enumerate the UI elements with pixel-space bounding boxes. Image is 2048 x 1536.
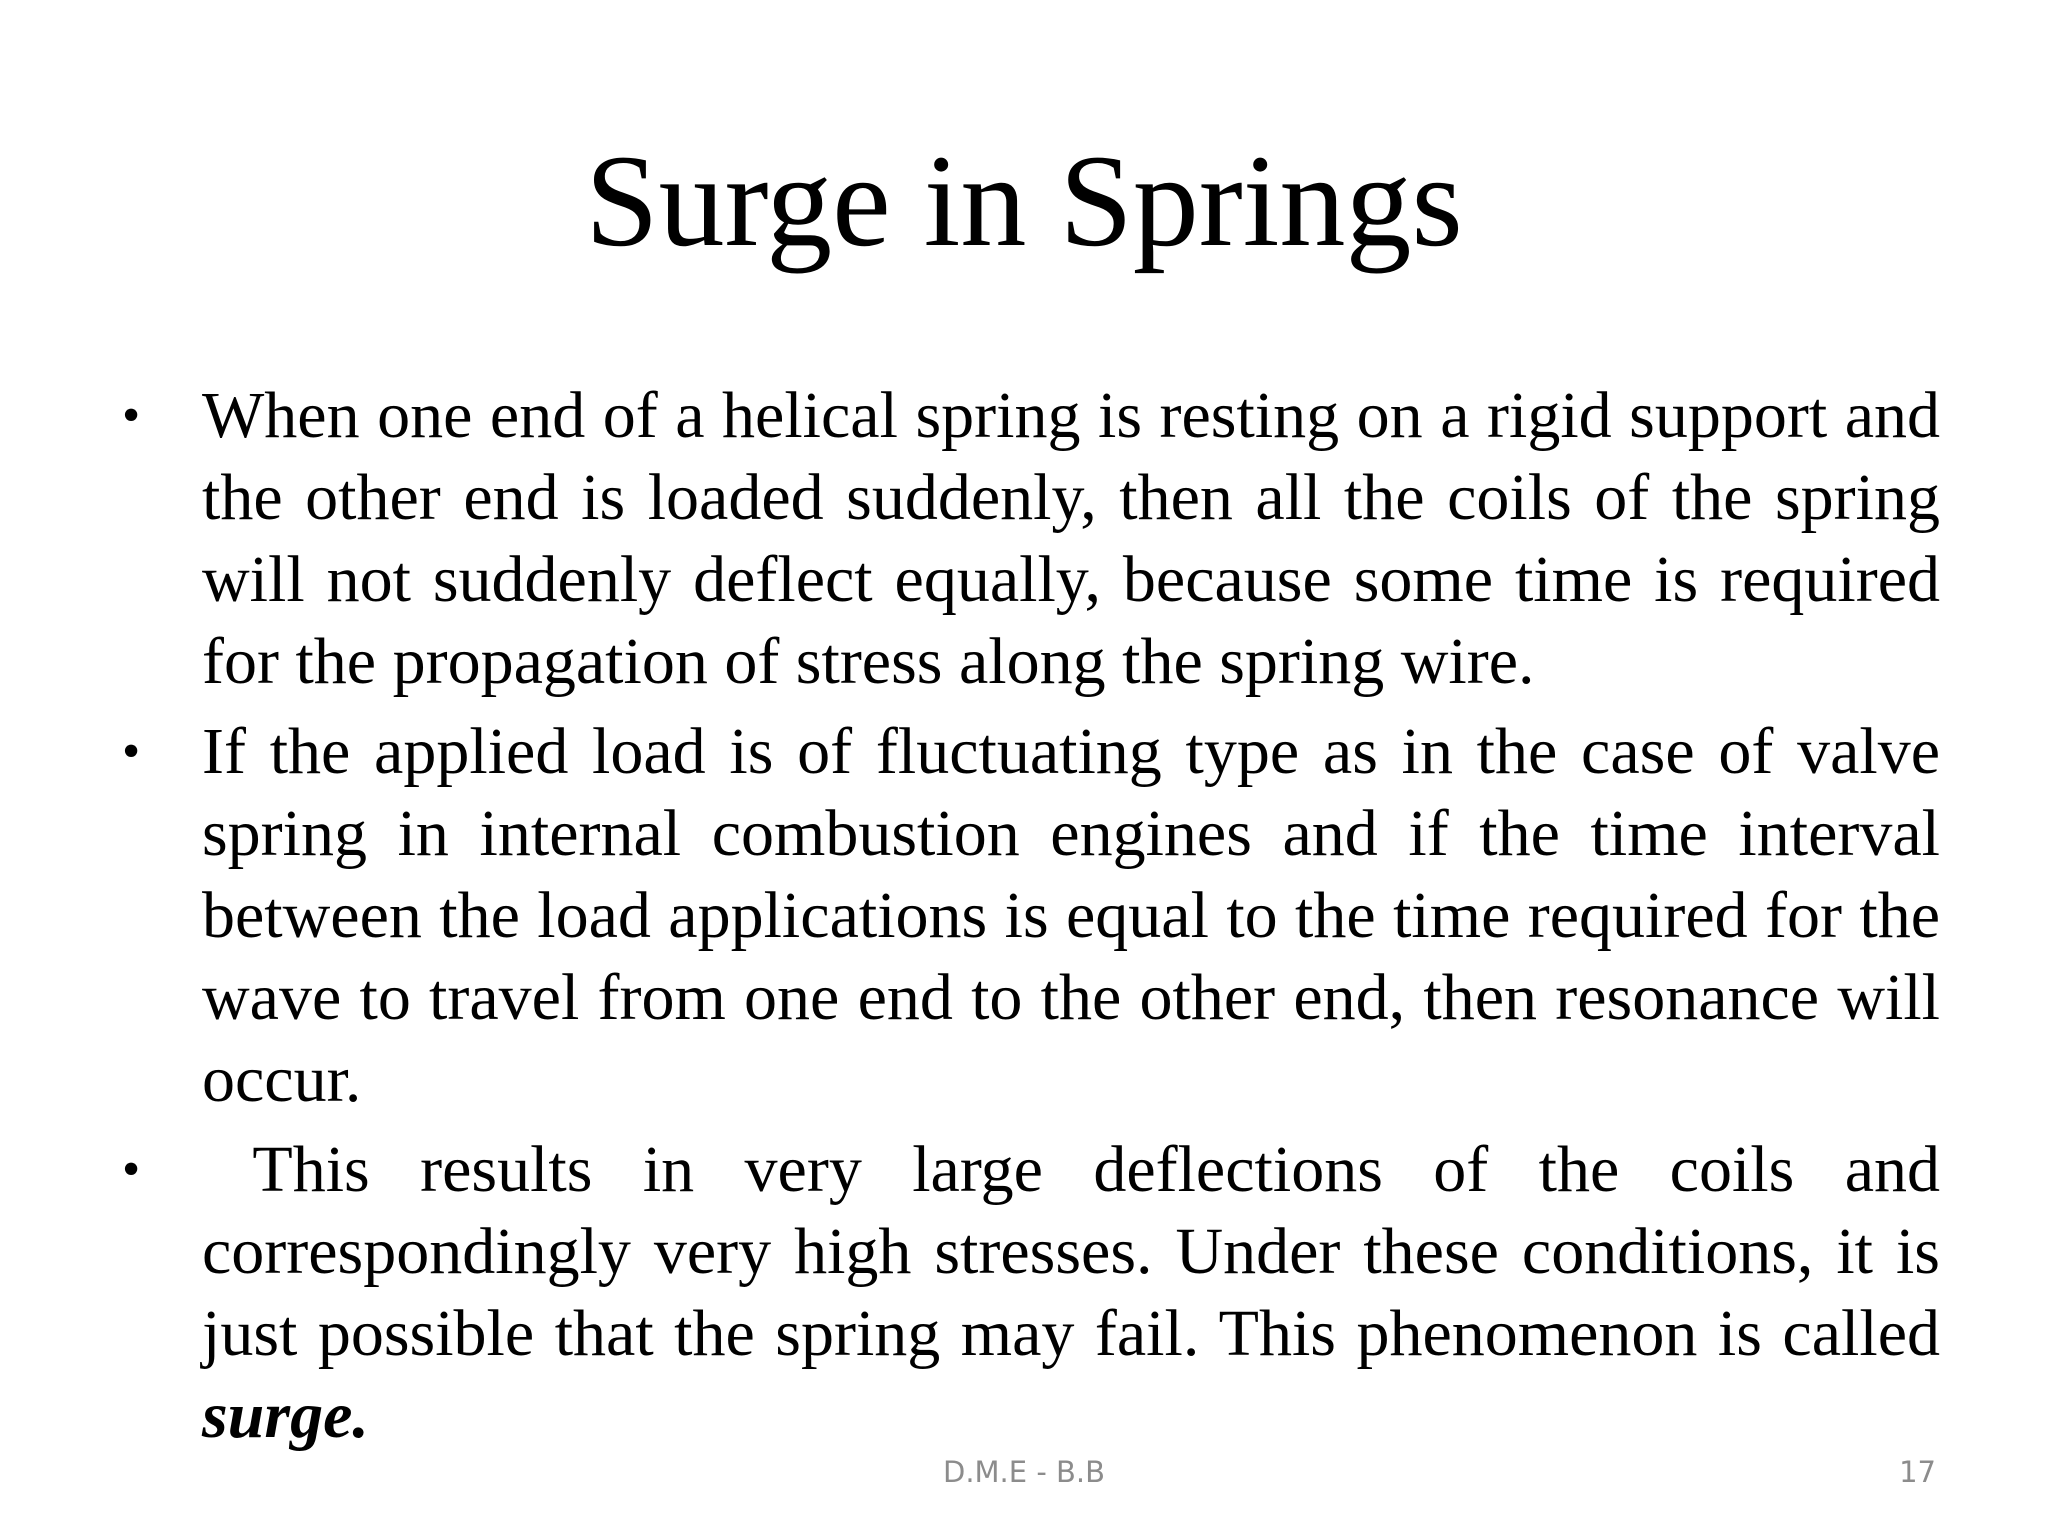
bullet-icon: • xyxy=(122,723,141,780)
bullet-item-2 xyxy=(118,711,1940,1121)
bullet-icon: • xyxy=(122,387,141,444)
page-number: 17 xyxy=(1899,1455,1936,1489)
bullet-text: When one end of a helical spring is resting on a rigid support and the other end is loaded suddenly, then all the coils of the spring will not suddenly deflect equally, because some time is required for the propagation of stress along the spring wire. xyxy=(202,379,1940,698)
bullet-text: This results in very large deflections of the coils and correspondingly very high stresses. Under these conditions, it is just possible that the spring may fail. This phenomenon is called xyxy=(202,1133,1957,1370)
bullet-item-1 xyxy=(118,375,1940,703)
bullet-list xyxy=(118,375,1957,1465)
emphasized-term: surge. xyxy=(202,1379,369,1452)
bullet-text: If the applied load is of fluctuating type as in the case of valve spring in internal combustion engines and if the time interval between the load applications is equal to the time required for the wave to travel from one end to the other end, then resonance will occur. xyxy=(202,715,1940,1116)
bullet-item-3 xyxy=(118,1129,1957,1457)
slide-title: Surge in Springs xyxy=(585,127,1463,274)
footer-author: D.M.E - B.B xyxy=(942,1455,1106,1489)
bullet-icon: • xyxy=(122,1141,141,1198)
